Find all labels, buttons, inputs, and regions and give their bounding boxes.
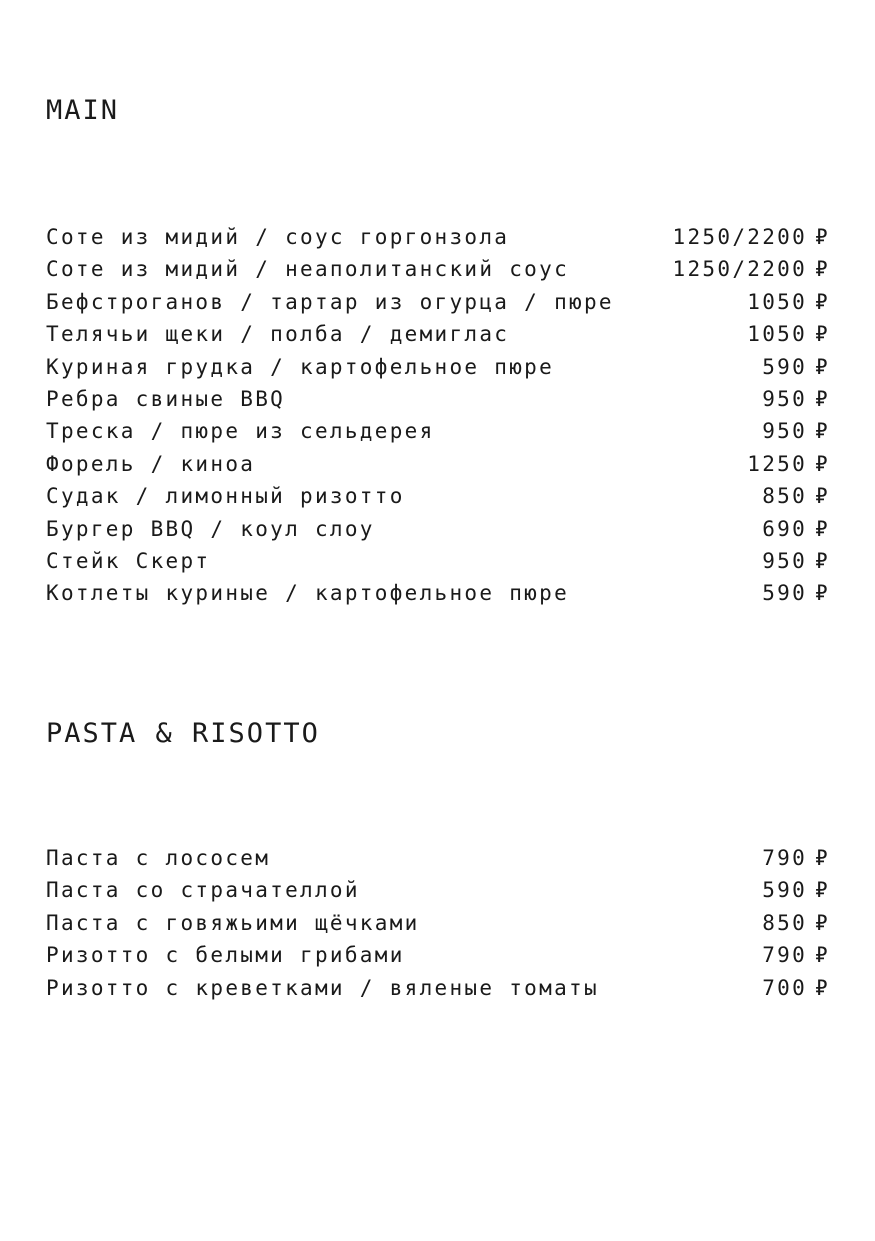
menu-item-name: Паста с говяжьими щёчками [46, 910, 420, 935]
menu-item [46, 581, 830, 613]
main-section [46, 95, 830, 606]
menu-item-price [673, 257, 830, 281]
price-value: 1250/2200 [672, 225, 808, 249]
menu-item-name: Соте из мидий / неаполитанский соус [46, 257, 570, 282]
menu-item [46, 846, 830, 878]
menu-item-price [762, 943, 830, 967]
ruble-sign: ₽ [815, 581, 830, 606]
menu-item-price [762, 976, 830, 1000]
price-value: 690 [762, 516, 808, 541]
price-value: 790 [762, 846, 808, 870]
price-value: 590 [762, 878, 808, 903]
menu-item-name: Форель / киноа [46, 451, 256, 476]
price-value: 700 [762, 975, 808, 1000]
ruble-sign: ₽ [815, 257, 830, 282]
menu-item [46, 911, 830, 943]
menu-item [46, 976, 830, 1008]
menu-item-name: Паста с лососем [46, 846, 271, 870]
menu-item-price [762, 355, 830, 379]
menu-item-name: Бургер BBQ / коул слоу [46, 516, 375, 541]
price-value: 1250 [747, 451, 808, 476]
menu-item [46, 290, 830, 322]
menu-item-price [747, 290, 830, 314]
menu-item-price [747, 322, 830, 346]
menu-item-price [762, 419, 830, 443]
menu-item-price [762, 387, 830, 411]
ruble-sign: ₽ [815, 225, 830, 249]
price-value: 950 [762, 386, 808, 411]
menu-item [46, 517, 830, 549]
menu-item-name: Бефстроганов / тартар из огурца / пюре [46, 289, 614, 314]
menu-item-name: Ребра свиные BBQ [46, 386, 286, 411]
price-value: 950 [762, 548, 808, 573]
price-value: 1050 [747, 322, 808, 347]
menu-item-price [762, 911, 830, 935]
menu-item-name: Соте из мидий / соус горгонзола [46, 225, 510, 249]
ruble-sign: ₽ [815, 386, 830, 411]
menu-item-price [762, 517, 830, 541]
ruble-sign: ₽ [815, 975, 830, 1000]
menu-item-price [747, 452, 830, 476]
menu-item-name: Треска / пюре из сельдерея [46, 419, 435, 444]
pasta-risotto-section [46, 718, 830, 1000]
menu-item-name: Куриная грудка / картофельное пюре [46, 354, 555, 379]
menu-item-price [762, 581, 830, 605]
price-value: 950 [762, 419, 808, 444]
ruble-sign: ₽ [815, 322, 830, 347]
price-value: 850 [762, 910, 808, 935]
menu-item-name: Судак / лимонный ризотто [46, 484, 405, 509]
menu-item [46, 322, 830, 354]
menu-item [46, 225, 830, 257]
ruble-sign: ₽ [815, 419, 830, 444]
menu-item-price [762, 549, 830, 573]
section-title-pasta-risotto: PASTA & RISOTTO [46, 718, 320, 749]
ruble-sign: ₽ [815, 878, 830, 903]
menu-item-name: Стейк Скерт [46, 548, 211, 573]
menu-item-name: Котлеты куриные / картофельное пюре [46, 581, 570, 606]
section-title-main: MAIN [46, 95, 120, 126]
menu-item-name: Телячьи щеки / полба / демиглас [46, 322, 510, 347]
menu-item [46, 943, 830, 975]
price-value: 1250/2200 [672, 257, 808, 282]
menu-item-name: Ризотто с креветками / вяленые томаты [46, 975, 599, 1000]
ruble-sign: ₽ [815, 354, 830, 379]
menu-list-main [46, 225, 830, 614]
ruble-sign: ₽ [815, 516, 830, 541]
menu-item [46, 452, 830, 484]
price-value: 1050 [747, 289, 808, 314]
menu-item-name: Паста со страчателлой [46, 878, 360, 903]
ruble-sign: ₽ [815, 289, 830, 314]
menu-item [46, 878, 830, 910]
ruble-sign: ₽ [815, 484, 830, 509]
menu-item-price [762, 878, 830, 902]
price-value: 790 [762, 943, 808, 968]
menu-item-price [762, 846, 830, 870]
menu-item-price [673, 225, 830, 249]
menu-item [46, 419, 830, 451]
menu-item-name: Ризотто с белыми грибами [46, 943, 405, 968]
menu-list-pasta-risotto [46, 846, 830, 1008]
menu-item [46, 549, 830, 581]
ruble-sign: ₽ [815, 846, 830, 870]
ruble-sign: ₽ [815, 451, 830, 476]
menu-item-price [762, 484, 830, 508]
price-value: 850 [762, 484, 808, 509]
price-value: 590 [762, 581, 808, 606]
ruble-sign: ₽ [815, 943, 830, 968]
menu-item [46, 387, 830, 419]
menu-item [46, 484, 830, 516]
menu-item [46, 355, 830, 387]
ruble-sign: ₽ [815, 910, 830, 935]
menu-item [46, 257, 830, 289]
price-value: 590 [762, 354, 808, 379]
ruble-sign: ₽ [815, 548, 830, 573]
